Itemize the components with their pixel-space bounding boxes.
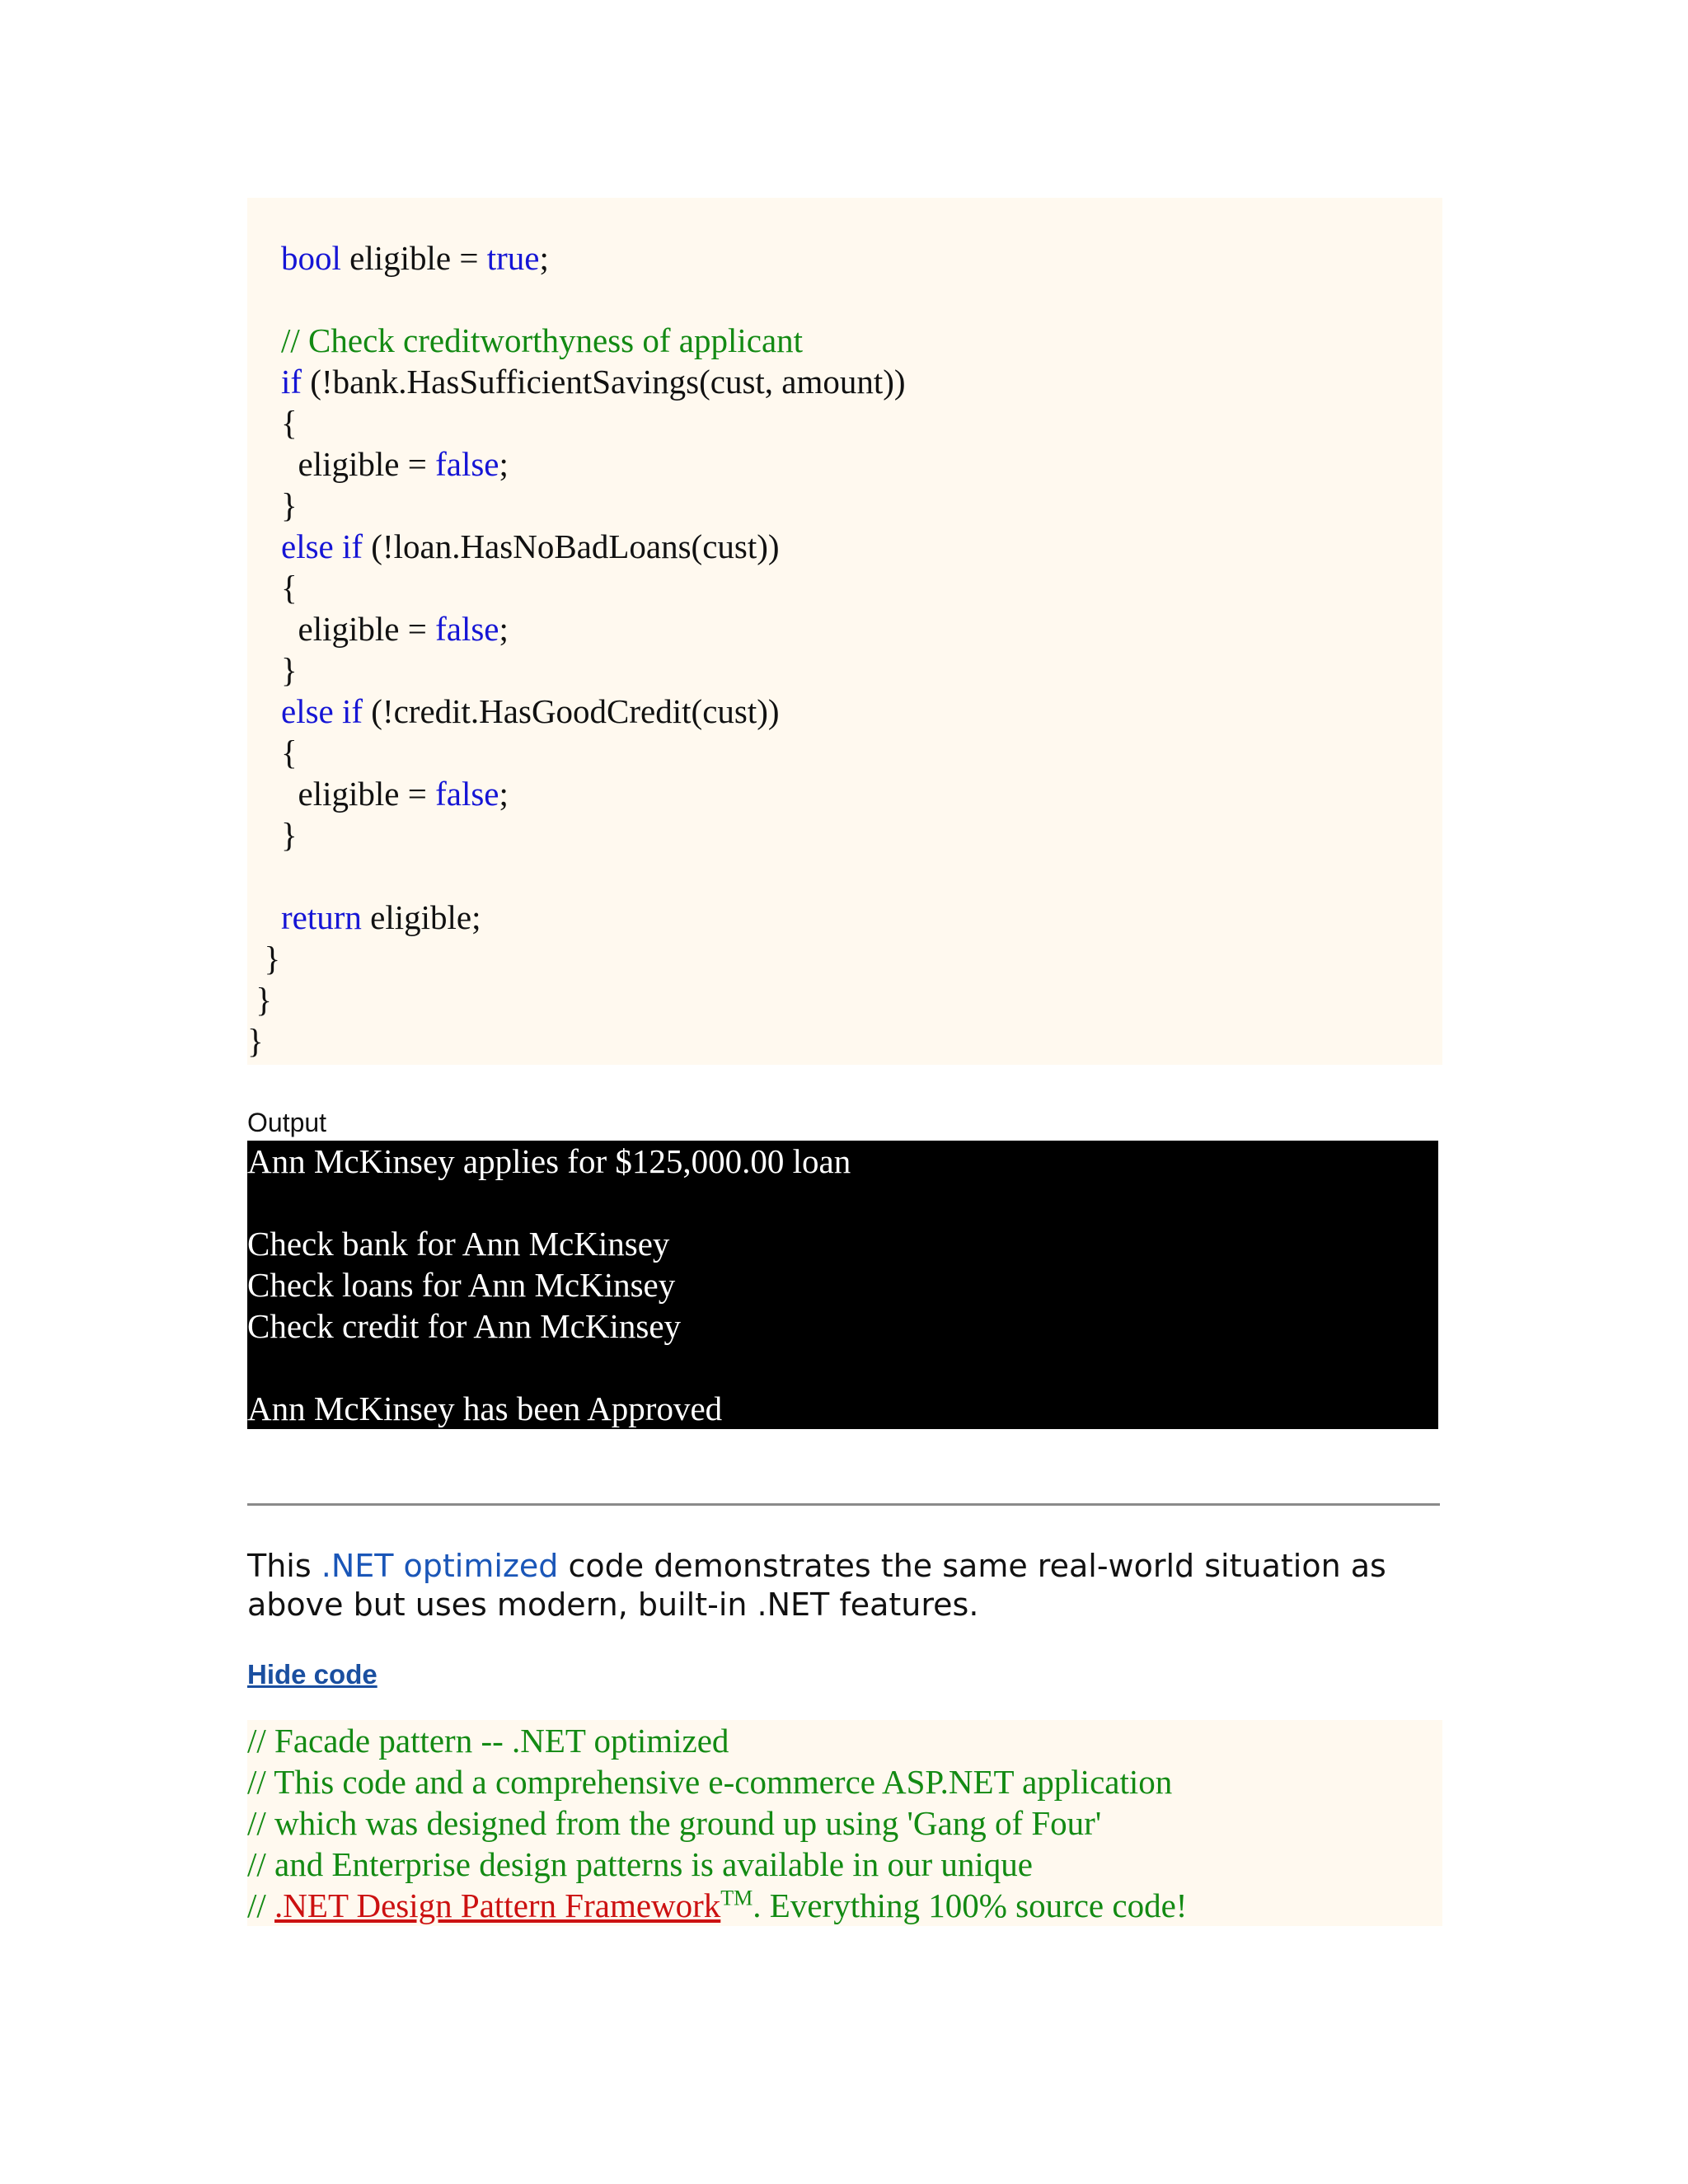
code-text: ; bbox=[539, 239, 549, 277]
code-indent bbox=[247, 733, 281, 771]
code-line bbox=[247, 443, 1442, 485]
code-indent bbox=[247, 651, 281, 689]
code-text: { bbox=[281, 569, 298, 607]
code-line bbox=[247, 320, 1442, 361]
code-line bbox=[247, 485, 1442, 526]
net-optimized-link[interactable]: .NET optimized bbox=[321, 1548, 559, 1584]
code-line bbox=[247, 526, 1442, 567]
code-line bbox=[247, 649, 1442, 691]
code-block-top bbox=[247, 198, 1442, 1065]
page bbox=[247, 198, 1442, 1926]
code-indent bbox=[247, 610, 298, 648]
code-text: } bbox=[264, 940, 281, 977]
code-text: eligible = bbox=[298, 610, 436, 648]
code-comment: // Check creditworthyness of applicant bbox=[281, 321, 804, 359]
console-line: Ann McKinsey applies for $125,000.00 loan bbox=[247, 1142, 851, 1180]
code-indent bbox=[247, 486, 281, 524]
code-keyword: false bbox=[435, 445, 499, 483]
code-indent bbox=[247, 940, 265, 977]
intro-text-before: This bbox=[247, 1548, 321, 1584]
code-comment-line: // and Enterprise design patterns is available in our unique bbox=[247, 1845, 1033, 1883]
code-line bbox=[247, 237, 1442, 279]
code-keyword: else if bbox=[281, 692, 363, 730]
code-indent bbox=[247, 363, 281, 401]
code-comment-line: // Facade pattern -- .NET optimized bbox=[247, 1722, 729, 1760]
code-text: (!credit.HasGoodCredit(cust)) bbox=[363, 692, 780, 730]
code-line bbox=[247, 567, 1442, 608]
code-indent bbox=[247, 239, 281, 277]
horizontal-divider bbox=[247, 1503, 1440, 1506]
code-text: (!bank.HasSufficientSavings(cust, amount)) bbox=[302, 363, 906, 401]
code-indent bbox=[247, 898, 281, 936]
code-text: eligible = bbox=[340, 239, 487, 277]
intro-text-after: code demonstrates the same real-world situation as above but uses modern, built-in .NET features. bbox=[247, 1548, 1386, 1623]
code-line bbox=[247, 773, 1442, 814]
comment-prefix: // bbox=[247, 1886, 275, 1924]
code-line bbox=[247, 855, 1442, 897]
code-text: eligible; bbox=[361, 898, 481, 936]
console-line: Check loans for Ann McKinsey bbox=[247, 1266, 676, 1304]
code-line bbox=[247, 691, 1442, 732]
code-line bbox=[247, 938, 1442, 979]
console-line: Check credit for Ann McKinsey bbox=[247, 1307, 682, 1345]
code-keyword: else if bbox=[281, 527, 363, 565]
code-keyword: return bbox=[281, 898, 362, 936]
code-keyword: false bbox=[435, 775, 499, 813]
code-line bbox=[247, 608, 1442, 649]
code-line bbox=[247, 361, 1442, 402]
code-text: } bbox=[281, 651, 298, 689]
code-text: ; bbox=[499, 445, 509, 483]
code-text: ; bbox=[499, 610, 509, 648]
code-text: } bbox=[256, 981, 272, 1019]
code-line bbox=[247, 1020, 1442, 1062]
console-output bbox=[247, 1141, 1438, 1429]
code-text: eligible = bbox=[298, 445, 436, 483]
code-indent bbox=[247, 775, 298, 813]
trademark-mark: TM bbox=[720, 1886, 753, 1910]
code-line bbox=[247, 897, 1442, 938]
code-line bbox=[247, 814, 1442, 855]
comment-suffix: . Everything 100% source code! bbox=[753, 1886, 1188, 1924]
console-line bbox=[247, 1347, 1438, 1388]
code-indent bbox=[247, 692, 281, 730]
hide-code-link[interactable]: Hide code bbox=[247, 1659, 377, 1690]
code-text: { bbox=[281, 404, 298, 442]
code-comment-line: // This code and a comprehensive e-commerce ASP.NET application bbox=[247, 1763, 1173, 1801]
code-block-bottom bbox=[247, 1720, 1442, 1926]
code-comment-line-last bbox=[247, 1885, 1442, 1926]
output-label: Output bbox=[247, 1108, 327, 1137]
code-indent bbox=[247, 445, 298, 483]
code-line bbox=[247, 402, 1442, 443]
code-line bbox=[247, 979, 1442, 1020]
code-keyword: bool bbox=[281, 239, 341, 277]
code-text: { bbox=[281, 733, 298, 771]
code-text: (!loan.HasNoBadLoans(cust)) bbox=[363, 527, 780, 565]
code-indent bbox=[247, 569, 281, 607]
console-line: Check bank for Ann McKinsey bbox=[247, 1225, 670, 1263]
code-text: eligible = bbox=[298, 775, 436, 813]
code-text: } bbox=[281, 486, 298, 524]
code-text: } bbox=[281, 816, 298, 854]
intro-paragraph bbox=[247, 1547, 1442, 1624]
code-line bbox=[247, 279, 1442, 320]
code-comment-line: // which was designed from the ground up using 'Gang of Four' bbox=[247, 1804, 1102, 1842]
code-keyword: if bbox=[281, 363, 302, 401]
code-line bbox=[247, 732, 1442, 773]
code-indent bbox=[247, 404, 281, 442]
code-indent bbox=[247, 321, 281, 359]
console-line bbox=[247, 1182, 1438, 1223]
code-indent bbox=[247, 816, 281, 854]
design-pattern-framework-link[interactable]: .NET Design Pattern Framework bbox=[274, 1886, 721, 1924]
code-keyword: true bbox=[486, 239, 540, 277]
code-text: } bbox=[247, 1022, 264, 1060]
code-indent bbox=[247, 527, 281, 565]
code-keyword: false bbox=[435, 610, 499, 648]
code-text: ; bbox=[499, 775, 509, 813]
console-line: Ann McKinsey has been Approved bbox=[247, 1390, 723, 1427]
code-indent bbox=[247, 981, 256, 1019]
